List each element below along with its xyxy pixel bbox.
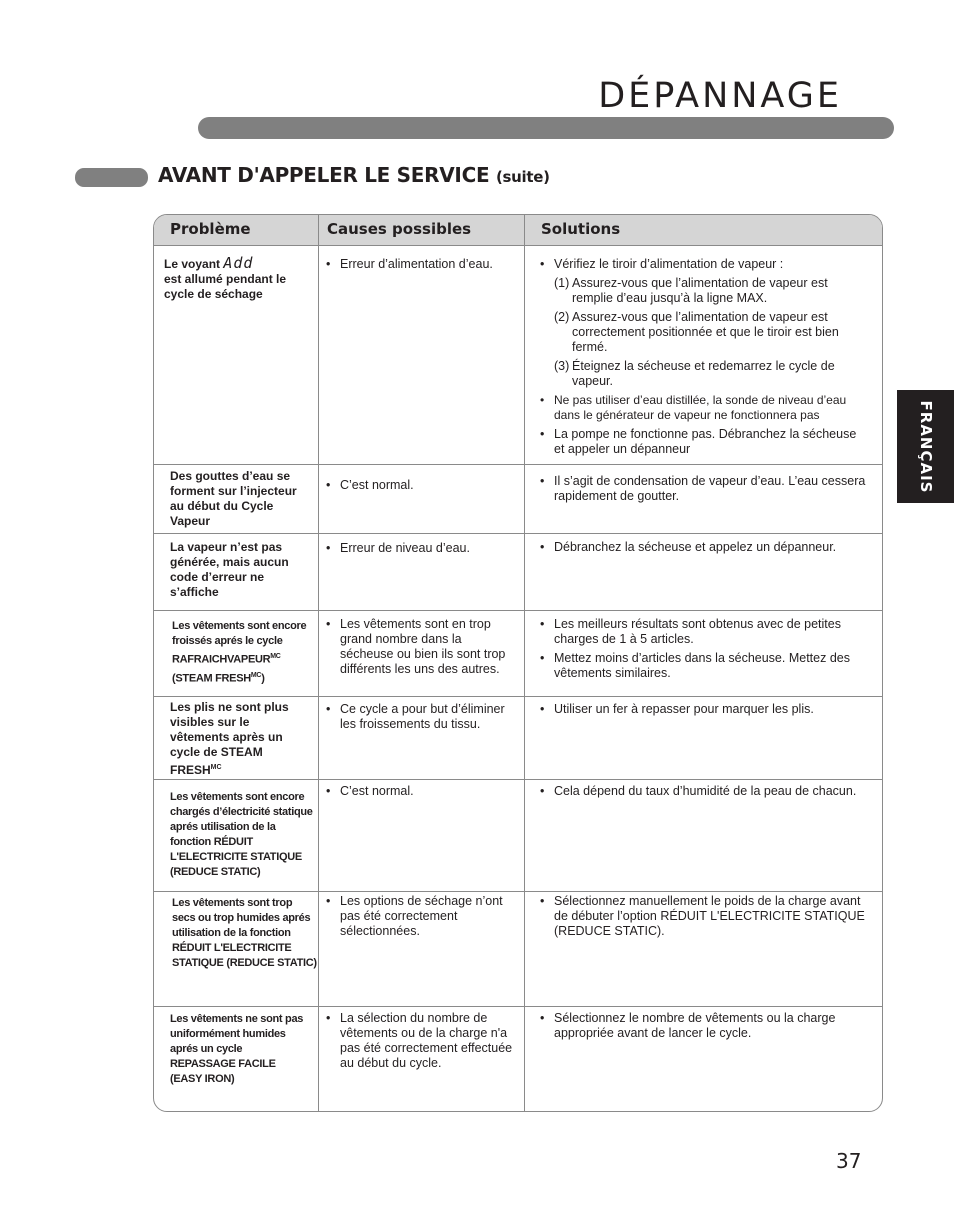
- title-bar: [198, 117, 894, 139]
- table-row: [154, 697, 882, 780]
- page-number: 37: [836, 1149, 862, 1173]
- cause-item: • Erreur de niveau d’eau.: [326, 541, 516, 556]
- step-text: Assurez-vous que l’alimentation de vapeur est remplie d’eau jusqu’à la ligne MAX.: [572, 276, 828, 305]
- solution-item: • Il s’agit de condensation de vapeur d’eau. L’eau cessera rapidement de goutter.: [540, 474, 870, 504]
- cause-item: • La sélection du nombre de vêtements ou de la charge n'a pas été correctement effectuée au début du cycle.: [326, 1011, 516, 1071]
- solution-item: • Cela dépend du taux d’humidité de la peau de chacun.: [540, 784, 870, 799]
- header-causes: Causes possibles: [327, 220, 472, 238]
- table-row: [154, 534, 882, 611]
- step-number: (2): [554, 310, 570, 324]
- trademark-sup: MC: [210, 764, 222, 771]
- problem-cell: [164, 256, 316, 302]
- table-row: [154, 611, 882, 697]
- cause-item: • Ce cycle a pour but d’éliminer les froissements du tissu.: [326, 702, 516, 732]
- solution-item: • Mettez moins d’articles dans la sécheuse. Mettez des vêtements similaires.: [540, 651, 870, 681]
- causes-cell: [326, 541, 516, 560]
- cause-item: • C’est normal.: [326, 478, 516, 493]
- section-title-text: AVANT D'APPELER LE SERVICE: [158, 163, 490, 187]
- header-problem: Problème: [170, 220, 251, 238]
- language-tab: [897, 390, 954, 503]
- problem-text: Les vêtements sont encore froissés aprés le cycle RAFRAICHVAPEUR: [172, 620, 307, 666]
- step-number: (1): [554, 276, 570, 290]
- problem-cell: La vapeur n’est pas générée, mais aucun code d’erreur ne s’affiche: [170, 540, 289, 599]
- problem-cell: Les vêtements ne sont pas uniformément humides aprés un cycle REPASSAGE FACILE (EASY IRON): [170, 1013, 304, 1085]
- trademark-sup: MC: [270, 653, 281, 660]
- solution-item: • La pompe ne fonctionne pas. Débranchez la sécheuse et appeler un dépanneur: [540, 427, 870, 457]
- causes-cell: [326, 1011, 516, 1075]
- solution-item: • Sélectionnez le nombre de vêtements ou la charge appropriée avant de lancer le cycle.: [540, 1011, 870, 1041]
- solutions-cell: [540, 784, 870, 803]
- language-tab-label: FRANÇAIS: [916, 400, 935, 493]
- problem-cell: Des gouttes d’eau se forment sur l’injecteur au début du Cycle Vapeur: [170, 469, 297, 528]
- solution-item: • Sélectionnez manuellement le poids de la charge avant de débuter l’option RÉDUIT L'ELECTRICITE STATIQUE (REDUCE STATIC).: [540, 894, 870, 939]
- solutions-cell: [540, 702, 870, 721]
- table-row: [154, 1007, 882, 1111]
- step-text: Éteignez la sécheuse et redemarrez le cycle de vapeur.: [572, 359, 835, 388]
- problem-cell: Les vêtements sont encore chargés d’électricité statique aprés utilisation de la fonction RÉDUIT L'ELECTRICITE STATIQUE (REDUCE STATIC): [170, 791, 313, 878]
- solutions-cell: [540, 257, 870, 461]
- table-header: [154, 215, 882, 246]
- solution-item: • Les meilleurs résultats sont obtenus avec de petites charges de 1 à 5 articles.: [540, 617, 870, 647]
- solutions-cell: [540, 894, 870, 943]
- problem-text: Le voyant: [164, 257, 221, 271]
- causes-cell: [326, 784, 516, 803]
- solutions-cell: [540, 540, 870, 559]
- table-row: [154, 892, 882, 1007]
- step-text: Assurez-vous que l’alimentation de vapeur est correctement positionnée et que le tiroir est bien fermé.: [572, 310, 839, 354]
- solution-step: [540, 359, 870, 389]
- add-indicator-display: Add: [223, 254, 254, 272]
- solutions-cell: [540, 617, 870, 685]
- section-title: [158, 163, 550, 187]
- cause-item: • Erreur d’alimentation d’eau.: [326, 257, 516, 272]
- cause-item: • Les options de séchage n’ont pas été correctement sélectionnées.: [326, 894, 516, 939]
- table-row: [154, 780, 882, 892]
- problem-text: est allumé pendant le cycle de séchage: [164, 272, 287, 301]
- section-subtitle: (suite): [495, 168, 550, 186]
- problem-cell: [170, 700, 310, 778]
- solutions-cell: [540, 1011, 870, 1045]
- causes-cell: [326, 617, 516, 681]
- cause-item: • C’est normal.: [326, 784, 516, 799]
- trademark-sup: MC: [250, 671, 262, 679]
- problem-text: ): [261, 672, 265, 685]
- causes-cell: [326, 257, 516, 276]
- cause-item: • Les vêtements sont en trop grand nombre dans la sécheuse ou bien ils sont trop différents les uns des autres.: [326, 617, 516, 677]
- problem-text: (STEAM FRESH: [172, 672, 251, 685]
- solution-step: [540, 310, 870, 355]
- solution-item: • Vérifiez le tiroir d’alimentation de vapeur :: [540, 257, 870, 272]
- solution-item: • Débranchez la sécheuse et appelez un dépanneur.: [540, 540, 870, 555]
- page-title: DÉPANNAGE: [598, 76, 842, 116]
- solution-item: • Utiliser un fer à repasser pour marquer les plis.: [540, 702, 870, 717]
- problem-text: Les plis ne sont plus visibles sur le vêtements après un cycle de STEAM FRESH: [170, 700, 289, 777]
- troubleshooting-table: [153, 214, 883, 1112]
- solutions-cell: [540, 474, 870, 508]
- solution-item: • Ne pas utiliser d’eau distillée, la sonde de niveau d’eau dans le générateur de vapeur ne fonctionnera pas: [540, 393, 870, 423]
- header-solutions: Solutions: [541, 220, 621, 238]
- section-pill: [75, 168, 148, 187]
- table-row: [154, 465, 882, 534]
- causes-cell: [326, 478, 516, 497]
- step-number: (3): [554, 359, 570, 373]
- table-row: [154, 246, 882, 465]
- problem-cell: [172, 619, 318, 686]
- problem-cell: Les vêtements sont trop secs ou trop humides aprés utilisation de la fonction RÉDUIT L'ELECTRICITE STATIQUE (REDUCE STATIC): [172, 897, 317, 969]
- solution-step: [540, 276, 870, 306]
- causes-cell: [326, 702, 516, 736]
- causes-cell: [326, 894, 516, 943]
